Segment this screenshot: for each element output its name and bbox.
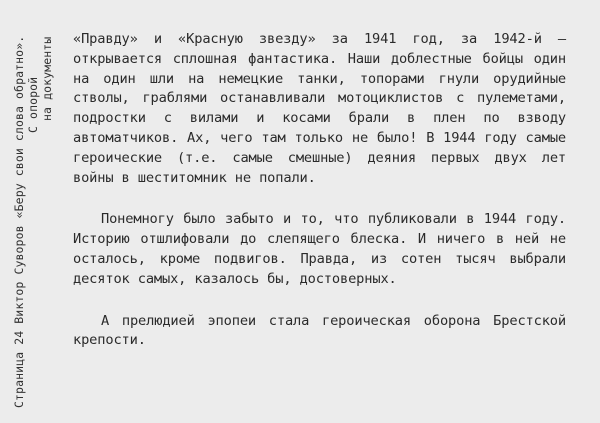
paragraph-1: «Правду» и «Красную звезду» за 1941 год, за 1942-й – открывается сплошная фантастика. Наши доблестные бойцы один на один шли на немецкие танки, топорами гнули орудийные стволы, граблями останавливали мотоциклистов с пулеметами, подростки с вилами и косами брали в плен по взводу автоматчиков. Ах, чего там только не было! В 1944 году самые героические (т.е. самые смешные) деяния первых двух лет войны в шеститомник не попали. [73,31,566,186]
running-header [10,0,70,423]
paragraph-3: А прелюдией эпопеи стала героическая оборона Брестской крепости. [73,312,566,349]
page-body [73,30,566,373]
header-page-author-title: Страница 24 Виктор Суворов «Беру свои слова обратно». [12,35,26,408]
paragraph-2: Понемногу было забыто и то, что публиковали в 1944 году. Историю отшлифовали до слепящего блеска. И ничего в ней не осталось, кроме подвигов. Правда, из сотен тысяч выбрали десяток самых, казалось бы, достоверных. [73,211,566,287]
header-subtitle-part1: С опорой [26,76,40,133]
header-subtitle-part2: на документы [40,36,54,121]
